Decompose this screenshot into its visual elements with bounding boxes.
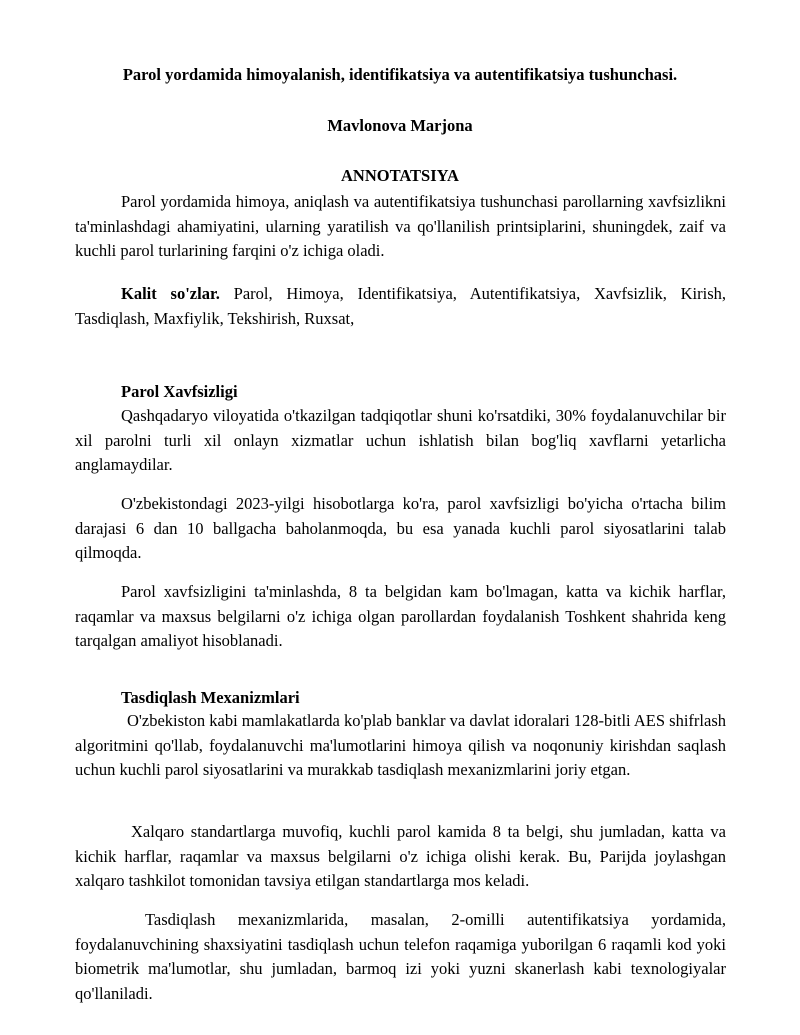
keywords-paragraph [75, 282, 726, 331]
document-title: Parol yordamida himoyalanish, identifikatsiya va autentifikatsiya tushunchasi. [122, 65, 678, 84]
section1-paragraph: O'zbekistondagi 2023-yilgi hisobotlarga ko'ra, parol xavfsizligi bo'yicha o'rtacha bilim darajasi 6 dan 10 ballgacha baholanmoqda, bu esa yanada kuchli parol siyosatlarini talab qilmoqda. [75, 494, 726, 563]
author-name: Mavlonova Marjona [327, 116, 473, 135]
section2-paragraph: O'zbekiston kabi mamlakatlarda ko'plab banklar va davlat idoralari 128-bitli AES shifrlash algoritmini qo'llab, foydalanuvchi ma'lumotlarini himoya qilish va noqonuniy kirishdan saqlash uchun kuchli parol siyosatlarini va murakkab tasdiqlash mexanizmlarini joriy etgan. [75, 711, 726, 780]
section-heading-tasdiqlash-mexanizmlari: Tasdiqlash Mexanizmlari [121, 688, 300, 707]
keywords-text: Parol, Himoya, Identifikatsiya, Autentifikatsiya, Xavfsizlik, Kirish, Tasdiqlash, Maxfiylik, Tekshirish, Ruxsat, [75, 284, 726, 328]
keywords-label: Kalit so'zlar. [121, 284, 220, 303]
section1-paragraph: Parol xavfsizligini ta'minlashda, 8 ta belgidan kam bo'lmagan, katta va kichik harflar, raqamlar va maxsus belgilarni o'z ichiga olgan parollardan foydalanish Toshkent shahrida keng tarqalgan amaliyot hisoblanadi. [75, 582, 726, 651]
section-heading-parol-xavfsizligi: Parol Xavfsizligi [121, 382, 238, 401]
section2-paragraph: Tasdiqlash mexanizmlarida, masalan, 2-omilli autentifikatsiya yordamida, foydalanuvchining shaxsiyatini tasdiqlash uchun telefon raqamiga yuborilgan 6 raqamli kod yoki biometrik ma'lumotlar, shu jumladan, barmoq izi yoki yuzni skanerlash kabi texnologiyalar qo'llaniladi. [75, 910, 726, 1003]
section1-paragraph: Qashqadaryo viloyatida o'tkazilgan tadqiqotlar shuni ko'rsatdiki, 30% foydalanuvchilar bir xil parolni turli xil onlayn xizmatlar uchun ishlatish bilan bog'liq xavflarni yetarlicha anglamaydilar. [75, 406, 726, 475]
annotation-paragraph: Parol yordamida himoya, aniqlash va autentifikatsiya tushunchasi parollarning xavfsizlikni ta'minlashdagi ahamiyatini, ularning yaratilish va qo'llanilish printsiplarini, shuningdek, zaif va kuchli parol turlarining farqini o'z ichiga oladi. [75, 192, 726, 261]
section2-paragraph: Xalqaro standartlarga muvofiq, kuchli parol kamida 8 ta belgi, shu jumladan, katta va kichik harflar, raqamlar va maxsus belgilarni o'z ichiga olishi kerak. Bu, Parijda joylashgan xalqaro tashkilot tomonidan tavsiya etilgan standartlarga mos keladi. [75, 822, 726, 891]
annotation-heading: ANNOTATSIYA [341, 166, 459, 185]
